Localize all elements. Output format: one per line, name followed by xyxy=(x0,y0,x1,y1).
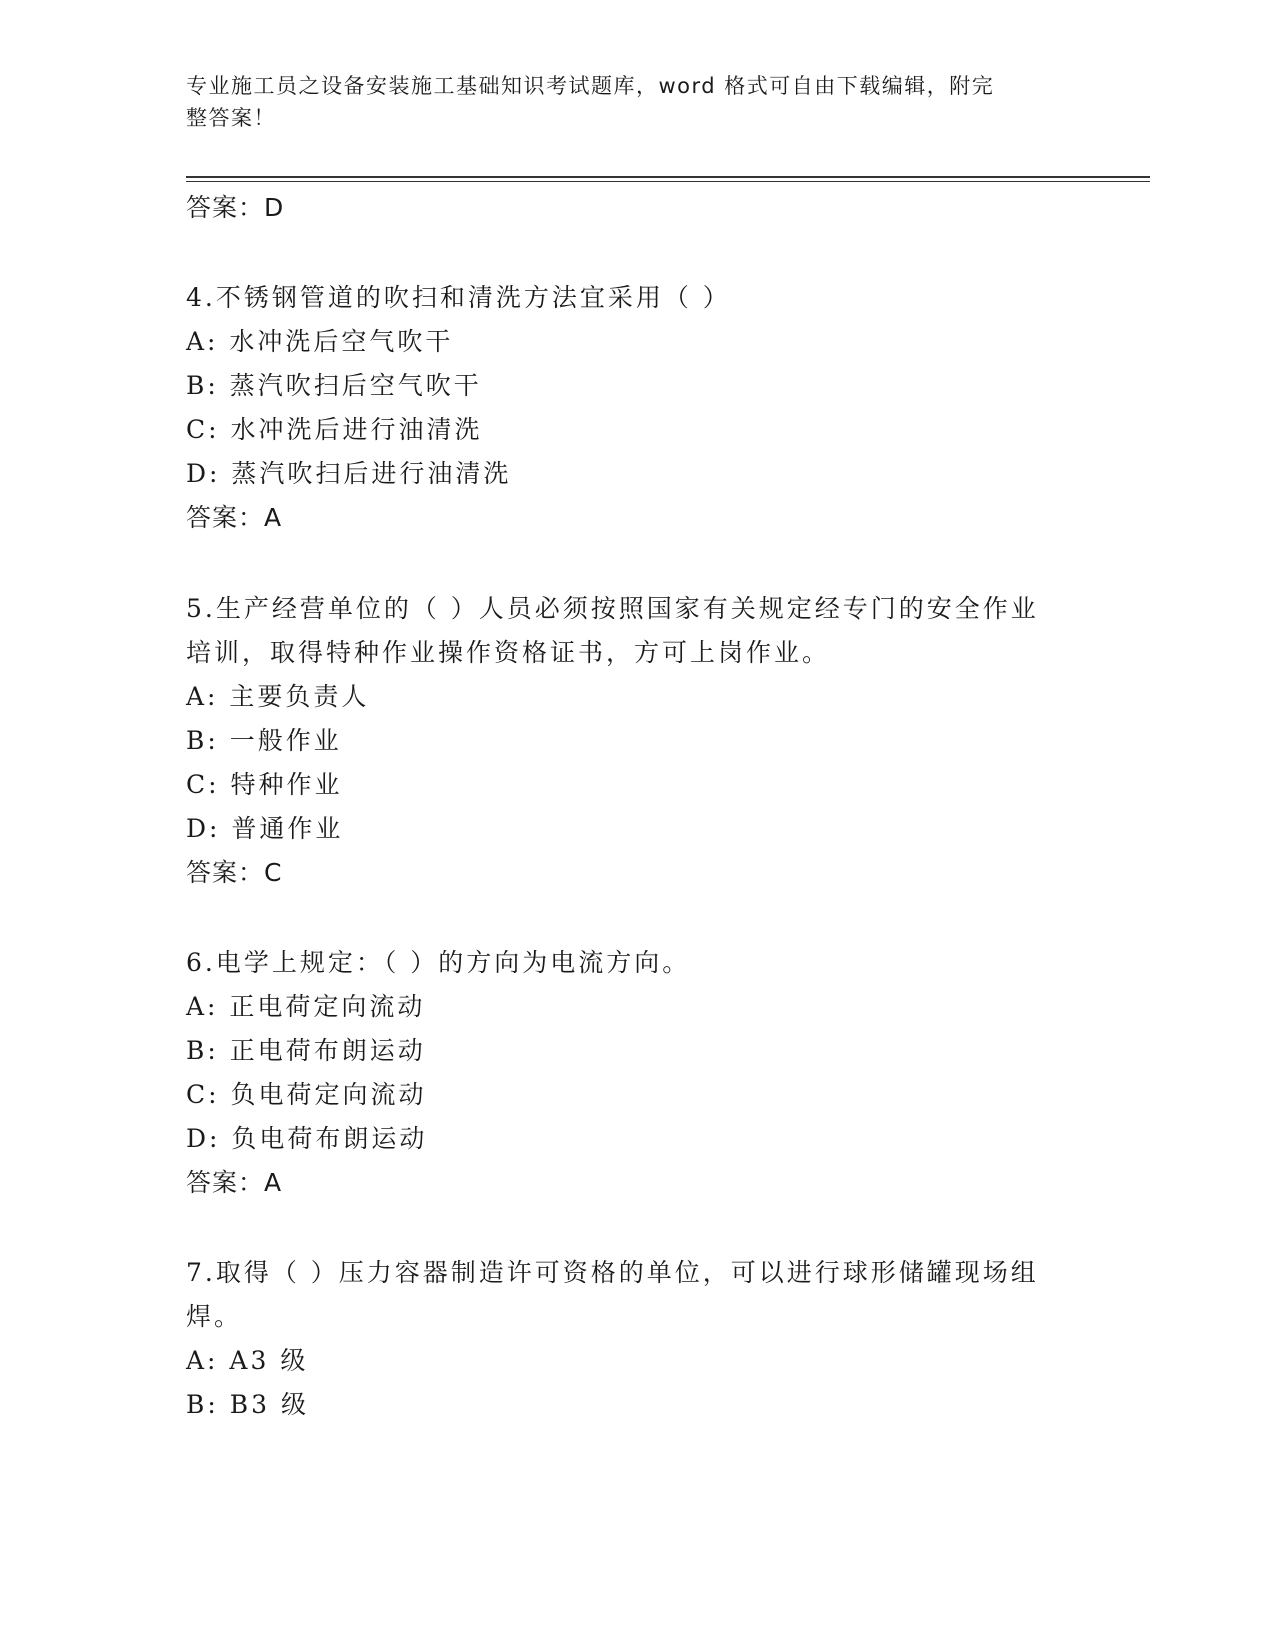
question-6-option-b: B: 正电荷布朗运动 xyxy=(186,1036,426,1065)
question-7-option-b: B: B3 级 xyxy=(186,1390,309,1419)
question-6-option-c: C: 负电荷定向流动 xyxy=(186,1080,427,1109)
header-line-1: 专业施工员之设备安装施工基础知识考试题库，word 格式可自由下载编辑，附完 xyxy=(186,74,995,98)
question-7-option-a: A: A3 级 xyxy=(186,1346,309,1375)
answer-q6: 答案：A xyxy=(186,1168,283,1197)
question-5-stem-line-2: 培训，取得特种作业操作资格证书，方可上岗作业。 xyxy=(186,638,831,667)
header-divider-thin xyxy=(186,181,1150,182)
document-header xyxy=(186,70,1066,134)
question-6-option-d: D: 负电荷布朗运动 xyxy=(186,1124,428,1153)
question-5-option-d: D: 普通作业 xyxy=(186,814,344,843)
question-6-stem: 6.电学上规定：（ ）的方向为电流方向。 xyxy=(186,948,691,977)
answer-q3: 答案：D xyxy=(186,193,285,222)
question-5-option-b: B: 一般作业 xyxy=(186,726,342,755)
header-divider-thick xyxy=(186,176,1150,178)
answer-q5: 答案：C xyxy=(186,858,283,887)
question-5-option-a: A: 主要负责人 xyxy=(186,682,370,711)
question-4-option-a: A: 水冲洗后空气吹干 xyxy=(186,327,454,356)
question-4-option-b: B: 蒸汽吹扫后空气吹干 xyxy=(186,371,482,400)
question-4-option-c: C: 水冲洗后进行油清洗 xyxy=(186,415,483,444)
question-6-option-a: A: 正电荷定向流动 xyxy=(186,992,426,1021)
answer-q4: 答案：A xyxy=(186,503,283,532)
question-7-stem-line-2: 焊。 xyxy=(186,1302,243,1331)
question-4-option-d: D: 蒸汽吹扫后进行油清洗 xyxy=(186,459,512,488)
question-5-option-c: C: 特种作业 xyxy=(186,770,343,799)
header-line-2: 整答案！ xyxy=(186,106,276,130)
question-5-stem-line-1: 5.生产经营单位的（ ）人员必须按照国家有关规定经专门的安全作业 xyxy=(186,594,1039,623)
question-7-stem-line-1: 7.取得（ ）压力容器制造许可资格的单位，可以进行球形储罐现场组 xyxy=(186,1258,1039,1287)
question-4-stem: 4.不锈钢管道的吹扫和清洗方法宜采用（ ） xyxy=(186,283,731,312)
